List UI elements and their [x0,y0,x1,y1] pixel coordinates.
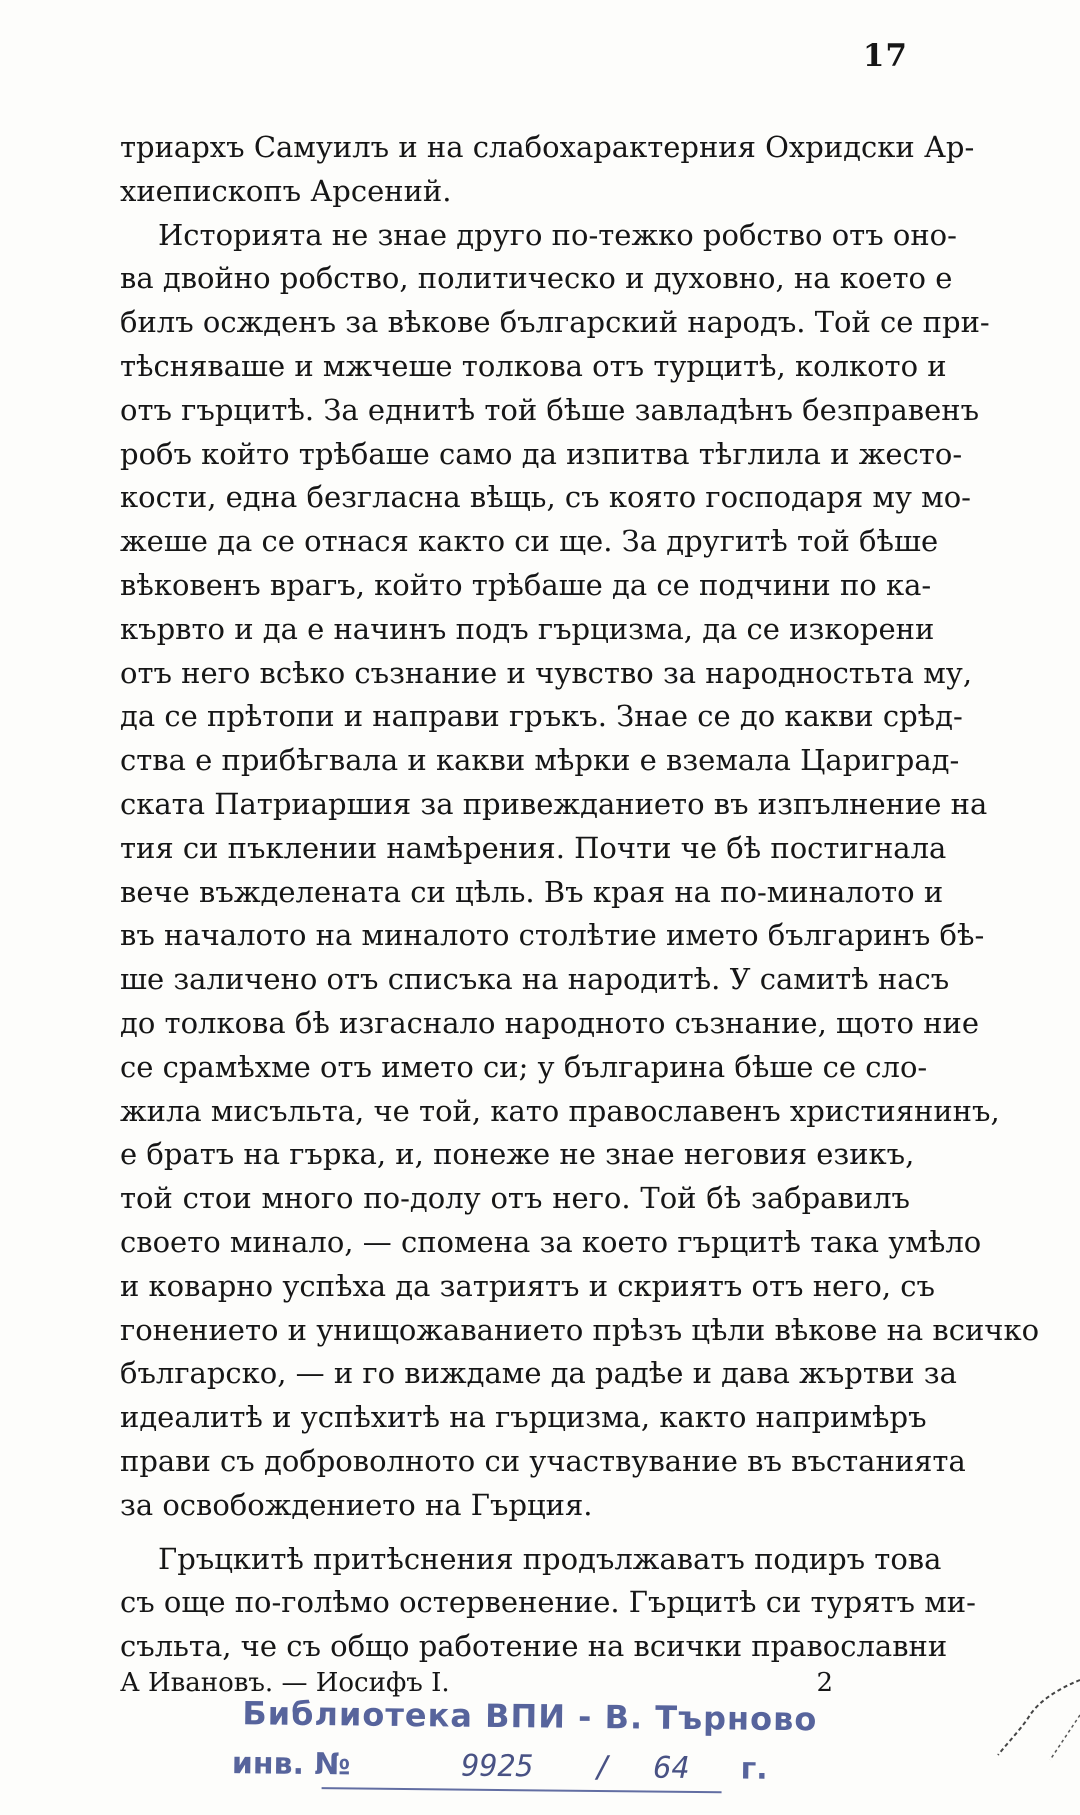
stamp-suffix: г. [740,1751,768,1787]
text-line: ва двойно робство, политическо и духовно, на което е [120,261,953,296]
text-line: е братъ на гърка, и, понеже не знае неговия езикъ, [120,1137,915,1172]
text-line: билъ осжденъ за вѣкове българский народъ. Той се при- [120,305,990,340]
text-line: до толкова бѣ изгаснало народното съзнание, щото ние [120,1005,979,1040]
stamp-underline [322,1787,722,1793]
body-text [120,126,1040,1669]
text-line: прави съ доброволното си участвувание въ въстанията [120,1443,966,1478]
text-line: и коварно успѣха да затриятъ и скриятъ отъ него, съ [120,1268,935,1303]
paragraph [120,214,1040,1528]
stamp-inv-number: 9925 [461,1748,534,1785]
text-line: Гръцкитѣ притѣснения продължаватъ подиръ това [158,1541,942,1576]
text-line: вѣковенъ врагъ, който трѣбаше да се подчини по ка- [120,567,932,602]
text-line: вече въжделената си цѣль. Въ края на по-миналото и [120,874,944,909]
pencil-scribble-mark [980,1660,1080,1810]
text-line: той стои много по-долу отъ него. Той бѣ забравилъ [120,1181,910,1216]
text-line: робъ който трѣбаше само да изпитва тѣглила и жесто- [120,436,963,471]
text-line: идеалитѣ и успѣхитѣ на гърцизма, както напримѣръ [120,1400,927,1435]
paragraph [120,1538,976,1669]
text-line: за освобождението на Гърция. [120,1487,593,1522]
stamp-inv-label: инв. № [231,1746,351,1783]
text-line: съльта, че съ общо работение на всички православни [120,1629,948,1664]
stamp-spacer [361,1775,451,1776]
paragraph [120,126,975,214]
text-line: хиепископъ Арсений. [120,173,452,208]
text-line: се срамѣхме отъ името си; у българина бѣше се сло- [120,1049,928,1084]
text-line: отъ гърцитѣ. За еднитѣ той бѣше завладѣнъ безправенъ [120,392,980,427]
text-line: ската Патриаршия за привежданието въ изпълнение на [120,786,988,821]
text-line: съ още по-голѣмо остервенение. Гърцитѣ си турятъ ми- [120,1585,976,1620]
page-number: 17 [862,38,908,74]
text-line: ше заличено отъ списъка на народитѣ. У самитѣ насъ [120,962,950,997]
paragraph-gap [120,1528,910,1538]
text-line: жила мисъльта, че той, като православенъ християнинъ, [120,1093,1000,1128]
text-line: да се прѣтопи и направи гръкъ. Знае се до какви срѣд- [120,699,963,734]
text-line: жеше да се отнася както си ще. За другитѣ той бѣше [120,524,939,559]
stamp-inventory [232,1746,768,1787]
text-line: гонението и унищожаванието прѣзъ цѣли вѣкове на всичко [120,1312,1040,1347]
library-stamp [231,1694,818,1804]
text-line: триархъ Самуилъ и на слабохарактерния Охридски Ар- [120,130,975,164]
text-line: кървто и да е начинъ подъ гърцизма, да се изкорени [120,611,935,646]
text-line: своето минало, — спомена за което гърцитѣ така умѣло [120,1224,982,1259]
footer-author-title: А Ивановъ. — Иосифъ I. [120,1668,450,1698]
footer-signature: 2 [816,1668,833,1698]
stamp-separator: / [594,1749,613,1786]
text-line: тѣсняваше и мжчеше толкова отъ турцитѣ, колкото и [120,348,947,383]
text-line: отъ него всѣко съзнание и чувство за народностьта му, [120,655,973,690]
text-line: въ началото на миналото столѣтие името българинъ бѣ- [120,918,985,953]
stamp-library-name: Библиотека ВПИ - В. Търново [242,1694,818,1739]
text-line: българско, — и го виждаме да радѣе и дава жъртви за [120,1356,957,1391]
text-line: Историята не знае друго по-тежко робство отъ оно- [158,217,957,252]
text-line: кости, една безгласна вѣщь, съ която господаря му мо- [120,480,971,515]
text-line: тия си пъклении намѣрения. Почти че бѣ постигнала [120,830,947,865]
text-line: ства е прибѣгвала и какви мѣрки е вземала Цариград- [120,743,960,778]
stamp-year: 64 [653,1750,690,1786]
